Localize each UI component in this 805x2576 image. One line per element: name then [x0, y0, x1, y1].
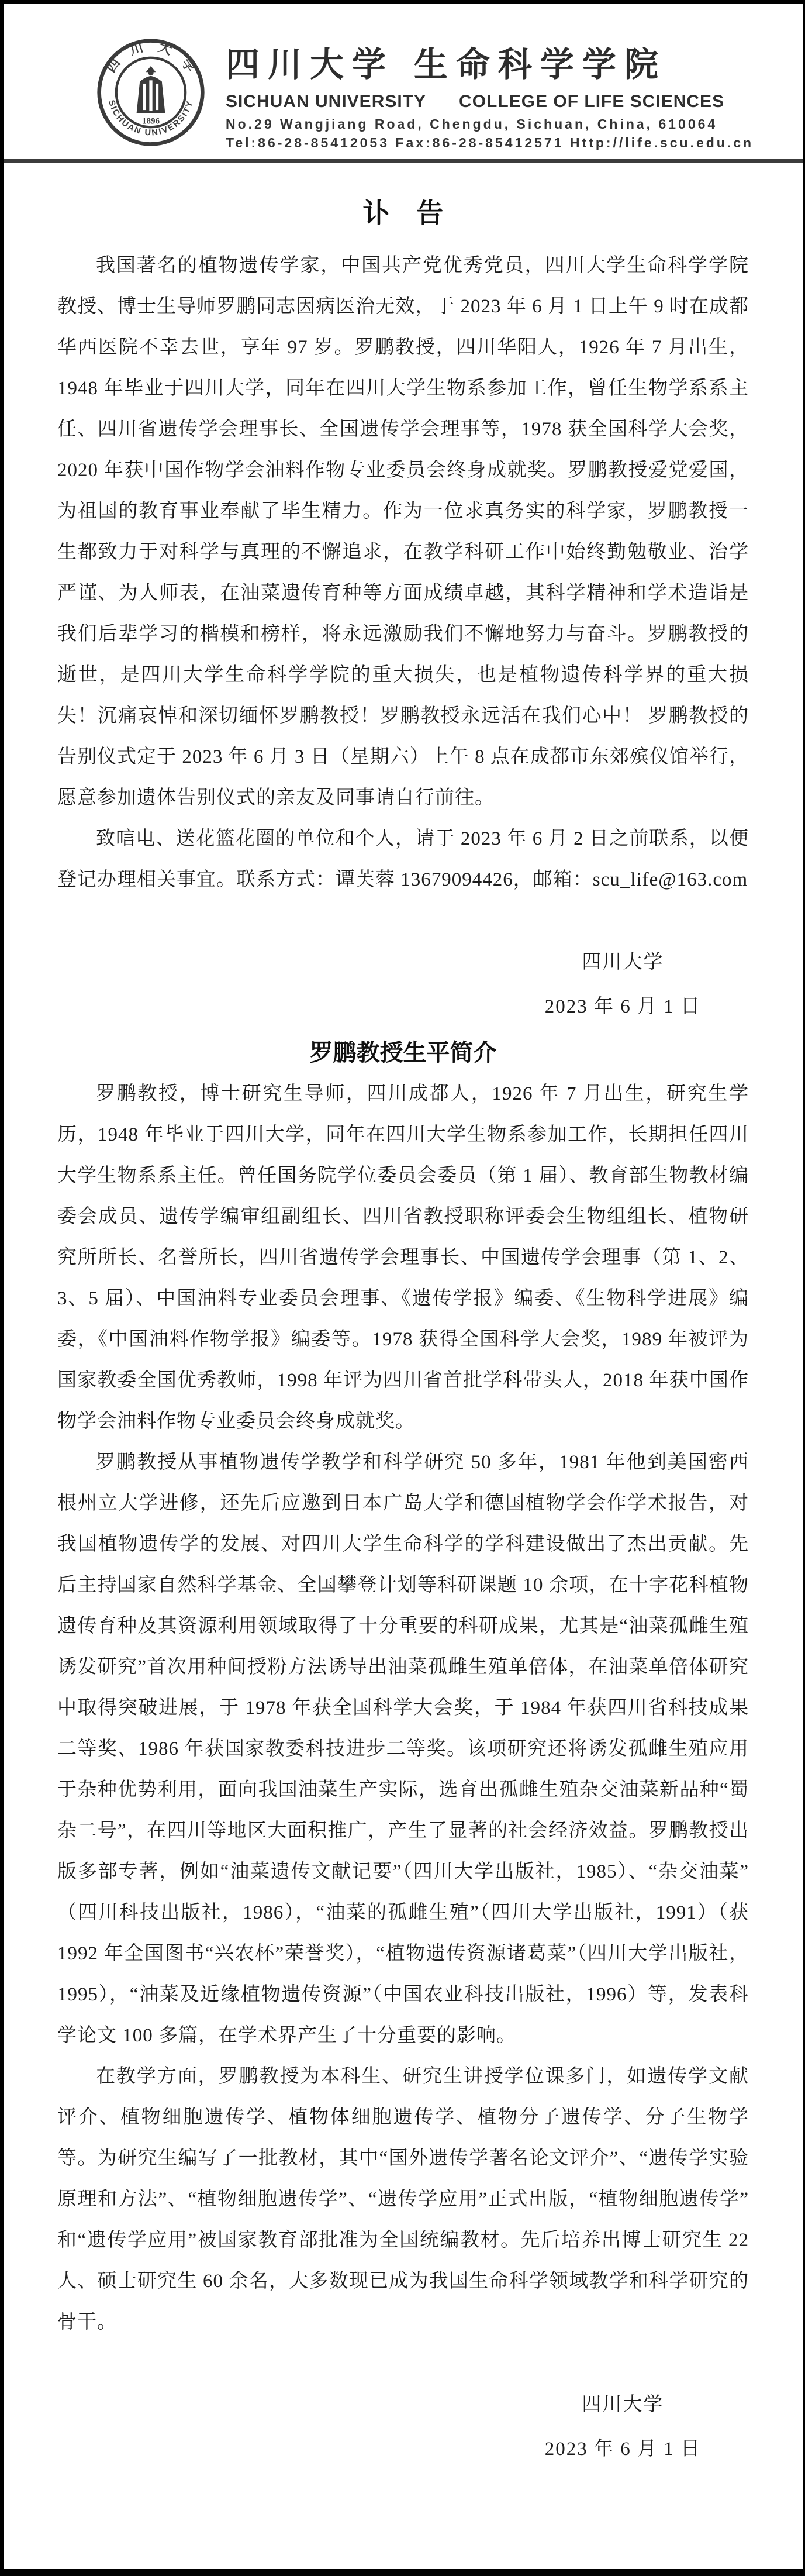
address-line: No.29 Wangjiang Road, Chengdu, Sichuan, China, 610064: [226, 116, 718, 132]
document-body: [4, 196, 803, 2471]
letterhead-en-title: [226, 89, 779, 115]
biography-title: 罗鹏教授生平简介: [309, 1039, 497, 1066]
obituary-signature-block: [545, 940, 701, 1029]
signature-date: 2023 年 6 月 1 日: [544, 2439, 701, 2460]
sichuan-university-seal-icon: [96, 37, 206, 147]
obituary-paragraph: 致唁电、送花篮花圈的单位和个人，请于 2023 年 6 月 2 日之前联系，以便登记办理相关事宜。联系方式：谭芙蓉 13679094426，邮箱：scu_life@163.com: [57, 828, 749, 890]
obituary-paragraph: 我国著名的植物遗传学家，中国共产党优秀党员，四川大学生命科学学院教授、博士生导师罗鹏同志因病医治无效，于 2023 年 6 月 1 日上午 9 时在成都华西医院不幸去世，享年 97 岁。罗鹏教授，四川华阳人，1926 年 7 月出生，1948 年毕业于四川大学，同年在四川大学生物系参加工作，曾任生物学系系主任、四川省遗传学会理事长、全国遗传学会理事等，1978 获全国科学大会奖，2020 年获中国作物学会油料作物专业委员会终身成就奖。罗鹏教授爱党爱国，为祖国的教育事业奉献了毕生精力。作为一位求真务实的科学家，罗鹏教授一生都致力于对科学与真理的不懈追求，在教学科研工作中始终勤勉敬业、治学严谨、为人师表，在油菜遗传育种等方面成绩卓越，其科学精神和学术造诣是我们后辈学习的楷模和榜样，将永远激励我们不懈地努力与奋斗。罗鹏教授的逝世，是四川大学生命科学学院的重大损失，也是植物遗传科学界的重大损失！沉痛哀悼和深切缅怀罗鹏教授！罗鹏教授永远活在我们心中！ 罗鹏教授的告别仪式定于 2023 年 6 月 3 日（星期六）上午 8 点在成都市东郊殡仪馆举行，愿意参加遗体告别仪式的亲友及同事请自行前往。: [57, 255, 749, 808]
university-emblem-icon: [137, 66, 165, 113]
header-divider: [4, 159, 803, 163]
obituary-title: 讣 告: [362, 198, 444, 228]
signature-organization: 四川大学: [582, 2394, 664, 2415]
biography-signature-block: [545, 2382, 701, 2471]
biography-paragraph: 在教学方面，罗鹏教授为本科生、研究生讲授学位课多门，如遗传学文献评介、植物细胞遗传学、植物体细胞遗传学、植物分子遗传学、分子生物学等。为研究生编写了一批教材，其中“国外遗传学著名论文评介”、“遗传学实验原理和方法”、“植物细胞遗传学”、“遗传学应用”正式出版，“植物细胞遗传学”和“遗传学应用”被国家教育部批准为全国统编教材。先后培养出博士研究生 22 人、硕士研究生 60 余名，大多数现已成为我国生命科学领域教学和科学研究的骨干。: [57, 2066, 749, 2333]
cn-college-name: 生命科学学院: [414, 46, 667, 84]
seal-top-text: 四 川 大 学: [103, 39, 198, 75]
en-university-name: SICHUAN UNIVERSITY: [226, 92, 427, 111]
letterhead-text: [226, 37, 779, 152]
signature-date: 2023 年 6 月 1 日: [544, 996, 701, 1017]
letterhead: [4, 4, 803, 152]
en-college-name: COLLEGE OF LIFE SCIENCES: [459, 92, 725, 111]
seal-bottom-text: SICHUAN UNIVERSITY: [106, 99, 195, 138]
signature-organization: 四川大学: [582, 952, 664, 973]
cn-university-name: 四川大学: [226, 46, 395, 84]
letterhead-cn-title: [226, 43, 779, 87]
biography-paragraph: 罗鹏教授从事植物遗传学教学和科学研究 50 多年，1981 年他到美国密西根州立大学进修，还先后应邀到日本广岛大学和德国植物学会作学术报告，对我国植物遗传学的发展、对四川大学生命科学的学科建设做出了杰出贡献。先后主持国家自然科学基金、全国攀登计划等科研课题 10 余项，在十字花科植物遗传育种及其资源利用领域取得了十分重要的科研成果，尤其是“油菜孤雌生殖诱发研究”首次用种间授粉方法诱导出油菜孤雌生殖单倍体，在油菜单倍体研究中取得突破进展，于 1978 年获全国科学大会奖，于 1984 年获四川省科技成果二等奖、1986 年获国家教委科技进步二等奖。该项研究还将诱发孤雌生殖应用于杂种优势利用，面向我国油菜生产实际，选育出孤雌生殖杂交油菜新品种“蜀杂二号”，在四川等地区大面积推广，产生了显著的社会经济效益。罗鹏教授出版多部专著，例如“油菜遗传文献记要”（四川大学出版社，1985）、“杂交油菜”（四川科技出版社，1986），“油菜的孤雌生殖”（四川大学出版社，1991）（获 1992 年全国图书“兴农杯”荣誉奖），“植物遗传资源诸葛菜”（四川大学出版社，1995），“油菜及近缘植物遗传资源”（中国农业科技出版社，1996）等，发表科学论文 100 多篇，在学术界产生了十分重要的影响。: [57, 1452, 749, 2046]
seal-year: 1896: [141, 116, 160, 126]
contact-line: Tel:86-28-85412053 Fax:86-28-85412571 Http://life.scu.edu.cn: [226, 135, 754, 150]
biography-paragraph: 罗鹏教授，博士研究生导师，四川成都人，1926 年 7 月出生，研究生学历，1948 年毕业于四川大学，同年在四川大学生物系参加工作，长期担任四川大学生物系系主任。曾任国务院学位委员会委员（第 1 届）、教育部生物教材编委会成员、遗传学编审组副组长、四川省教授职称评委会生物组组长、植物研究所所长、名誉所长，四川省遗传学会理事长、中国遗传学会理事（第 1、2、3、5 届）、中国油料专业委员会理事、《遗传学报》编委、《生物科学进展》编委，《中国油料作物学报》编委等。1978 获得全国科学大会奖，1989 年被评为国家教委全国优秀教师，1998 年评为四川省首批学科带头人，2018 年获中国作物学会油料作物专业委员会终身成就奖。: [57, 1083, 749, 1432]
